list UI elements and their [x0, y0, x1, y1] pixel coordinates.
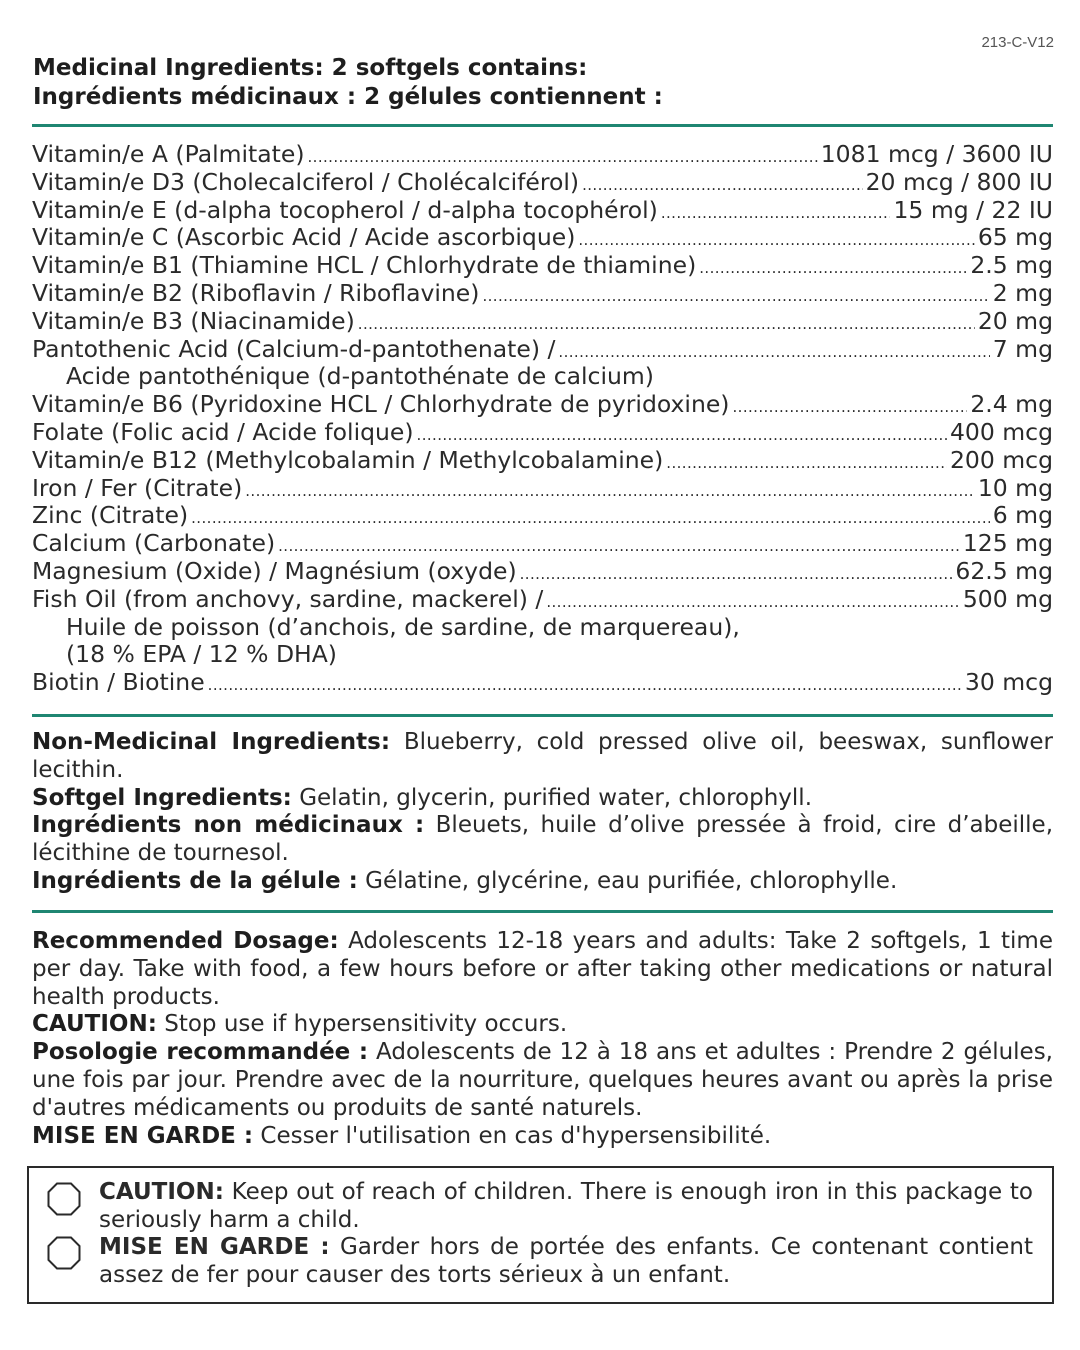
dosage-en [32, 928, 1053, 1011]
ingredient-name: Vitamin/e B3 (Niacinamide) [32, 306, 355, 335]
softgel-fr-text: Gélatine, glycérine, eau purifiée, chlorophylle. [365, 867, 898, 894]
label-code: 213-C-V12 [981, 34, 1054, 51]
child-warning-box [27, 1166, 1054, 1304]
softgel-en-label: Softgel Ingredients: [32, 784, 292, 811]
caution-en-text: Stop use if hypersensitivity occurs. [164, 1011, 568, 1038]
ingredient-row [32, 252, 1053, 280]
ingredient-row [32, 669, 1053, 697]
caution-fr-text: Cesser l'utilisation en cas d'hypersensibilité. [260, 1122, 772, 1149]
ingredient-row [32, 224, 1053, 252]
warning-en [99, 1179, 1033, 1235]
non-medicinal-fr [32, 812, 1053, 868]
warning-fr-label: MISE EN GARDE : [99, 1234, 330, 1260]
dot-leader [482, 280, 989, 311]
medicinal-heading [33, 54, 663, 112]
dot-leader [208, 669, 962, 700]
dot-leader [661, 197, 891, 228]
dosage-en-label: Recommended Dosage: [32, 928, 339, 954]
ingredient-name: Iron / Fer (Citrate) [32, 473, 243, 502]
warning-fr-text: Garder hors de portée des enfants. Ce contenant contient assez de fer pour causer des torts sérieux à un enfant. [99, 1234, 1033, 1288]
ingredient-row [32, 336, 1053, 364]
ingredient-name: Vitamin/e B6 (Pyridoxine HCL / Chlorhydrate de pyridoxine) [32, 390, 730, 419]
ingredient-list [32, 141, 1053, 697]
ingredient-name: Vitamin/e D3 (Cholecalciferol / Cholécalciférol) [32, 167, 580, 196]
ingredient-amount: 20 mcg / 800 IU [865, 167, 1053, 196]
softgel-fr [32, 868, 1053, 896]
ingredient-row [32, 280, 1053, 308]
ingredient-row [32, 558, 1053, 586]
dot-leader [520, 558, 953, 589]
heading-en: Medicinal Ingredients: 2 softgels contains: [33, 55, 588, 81]
divider-1 [32, 124, 1053, 127]
ingredient-row [32, 502, 1053, 530]
dot-leader [191, 502, 990, 533]
caution-en [32, 1011, 1053, 1039]
ingredient-amount: 6 mg [992, 501, 1053, 530]
octagon-icon [47, 1182, 81, 1216]
ingredient-amount: 1081 mcg / 3600 IU [820, 140, 1053, 168]
ingredient-name: Vitamin/e B2 (Riboflavin / Riboflavine) [32, 278, 480, 307]
non-medicinal-section [32, 729, 1053, 896]
dosage-fr [32, 1039, 1053, 1122]
dot-leader [582, 169, 863, 200]
ingredient-row [32, 447, 1053, 475]
dosage-fr-label: Posologie recommandée : [32, 1039, 369, 1066]
ingredient-name: Vitamin/e E (d-alpha tocopherol / d-alpha tocophérol) [32, 195, 658, 224]
ingredient-continuation: Huile de poisson (d’anchois, de sardine, de marquereau), [66, 612, 740, 641]
ingredient-row [32, 197, 1053, 225]
non-medicinal-en-text: Blueberry, cold pressed olive oil, beeswax, sunflower lecithin. [32, 729, 1053, 783]
ingredient-amount: 2.5 mg [970, 251, 1053, 280]
ingredient-amount: 2.4 mg [970, 390, 1053, 419]
caution-en-label: CAUTION: [32, 1011, 157, 1038]
ingredient-amount: 20 mg [977, 306, 1053, 335]
warning-en-label: CAUTION: [99, 1179, 224, 1205]
dot-leader [666, 447, 947, 478]
ingredient-amount: 15 mg / 22 IU [893, 195, 1053, 224]
ingredient-row [32, 586, 1053, 614]
ingredient-continuation: (18 % EPA / 12 % DHA) [66, 640, 337, 669]
ingredient-row [32, 530, 1053, 558]
ingredient-name: Vitamin/e B12 (Methylcobalamin / Methylcobalamine) [32, 445, 664, 474]
ingredient-continuation: Acide pantothénique (d-pantothénate de calcium) [66, 362, 654, 391]
ingredient-name: Magnesium (Oxide) / Magnésium (oxyde) [32, 556, 517, 585]
divider-2 [32, 714, 1053, 717]
ingredient-name: Vitamin/e B1 (Thiamine HCL / Chlorhydrate de thiamine) [32, 251, 697, 280]
ingredient-name: Vitamin/e C (Ascorbic Acid / Acide ascorbique) [32, 223, 576, 252]
caution-fr [32, 1123, 1053, 1151]
dot-leader [358, 308, 975, 339]
ingredient-name: Folate (Folic acid / Acide folique) [32, 417, 414, 446]
ingredient-amount: 500 mg [962, 584, 1053, 613]
dosage-en-text: Adolescents 12-18 years and adults: Take 2 softgels, 1 time per day. Take with food, a few hours before or after taking other medications or natural health products. [32, 928, 1053, 1010]
ingredient-amount: 400 mcg [949, 417, 1053, 446]
ingredient-name: Calcium (Carbonate) [32, 529, 276, 558]
ingredient-row [32, 391, 1053, 419]
ingredient-amount: 2 mg [992, 278, 1053, 307]
ingredient-row [32, 475, 1053, 503]
warning-en-text: Keep out of reach of children. There is enough iron in this package to seriously harm a child. [99, 1179, 1033, 1233]
caution-fr-label: MISE EN GARDE : [32, 1122, 254, 1149]
divider-3 [32, 910, 1053, 913]
non-medicinal-fr-text: Bleuets, huile d’olive pressée à froid, cire d’abeille, lécithine de tournesol. [32, 812, 1054, 867]
dot-leader [732, 391, 967, 422]
ingredient-name: Zinc (Citrate) [32, 501, 189, 530]
softgel-fr-label: Ingrédients de la gélule : [32, 867, 358, 894]
warning-fr [99, 1234, 1033, 1290]
ingredient-name: Pantothenic Acid (Calcium-d-pantothenate) / [32, 334, 556, 363]
ingredient-row [32, 169, 1053, 197]
heading-fr: Ingrédients médicinaux : 2 gélules contiennent : [33, 84, 663, 110]
ingredient-name: Biotin / Biotine [32, 668, 205, 697]
dosage-section [32, 928, 1053, 1150]
ingredient-name: Fish Oil (from anchovy, sardine, mackerel) / [32, 584, 544, 613]
octagon-icon [47, 1236, 81, 1270]
ingredient-row [32, 141, 1053, 169]
ingredient-amount: 65 mg [977, 223, 1053, 252]
dot-leader [699, 252, 967, 283]
ingredient-amount: 30 mcg [964, 668, 1053, 697]
ingredient-amount: 125 mg [962, 529, 1053, 558]
softgel-en [32, 785, 1053, 813]
ingredient-amount: 200 mcg [949, 445, 1053, 474]
non-medicinal-fr-label: Ingrédients non médicinaux : [32, 812, 425, 839]
ingredient-amount: 62.5 mg [955, 556, 1053, 585]
dot-leader [546, 586, 960, 617]
ingredient-row [32, 419, 1053, 447]
ingredient-row [32, 308, 1053, 336]
dosage-fr-text: Adolescents de 12 à 18 ans et adultes : Prendre 2 gélules, une fois par jour. Prendre avec de la nourriture, quelques heures avant ou après la prise d'autres médicaments ou produits de santé naturels. [32, 1039, 1053, 1121]
softgel-en-text: Gelatin, glycerin, purified water, chlorophyll. [299, 784, 813, 811]
ingredient-amount: 10 mg [977, 473, 1053, 502]
ingredient-amount: 7 mg [992, 334, 1053, 363]
non-medicinal-en-label: Non-Medicinal Ingredients: [32, 729, 391, 755]
ingredient-name: Vitamin/e A (Palmitate) [32, 140, 305, 168]
non-medicinal-en [32, 729, 1053, 785]
dot-leader [245, 475, 975, 506]
